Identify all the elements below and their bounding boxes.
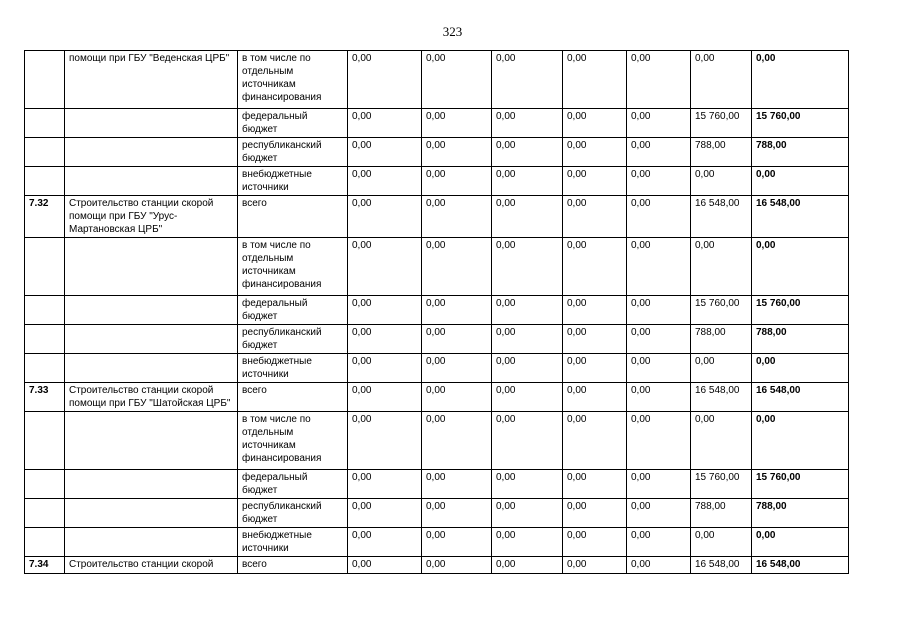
funding-source-cell: федеральный бюджет <box>238 470 348 499</box>
value-cell: 0,00 <box>563 109 627 138</box>
table-row <box>25 499 849 528</box>
value-cell: 0,00 <box>492 238 563 296</box>
item-name-cell <box>65 238 238 296</box>
value-cell: 0,00 <box>348 499 422 528</box>
item-number-cell: 7.34 <box>25 557 65 574</box>
table-row <box>25 196 849 238</box>
item-name-cell: помощи при ГБУ "Веденская ЦРБ" <box>65 51 238 109</box>
value-cell: 788,00 <box>691 499 752 528</box>
item-name-cell <box>65 325 238 354</box>
value-cell: 0,00 <box>422 238 492 296</box>
value-cell: 0,00 <box>348 354 422 383</box>
value-cell: 0,00 <box>348 412 422 470</box>
value-cell: 0,00 <box>563 238 627 296</box>
total-value-cell: 0,00 <box>752 354 849 383</box>
funding-source-cell: внебюджетные источники <box>238 167 348 196</box>
value-cell: 0,00 <box>563 354 627 383</box>
value-cell: 0,00 <box>563 383 627 412</box>
value-cell: 0,00 <box>492 412 563 470</box>
total-value-cell: 15 760,00 <box>752 296 849 325</box>
funding-source-cell: федеральный бюджет <box>238 296 348 325</box>
value-cell: 15 760,00 <box>691 296 752 325</box>
funding-source-cell: всего <box>238 557 348 574</box>
item-number-cell <box>25 499 65 528</box>
value-cell: 0,00 <box>563 557 627 574</box>
value-cell: 0,00 <box>627 499 691 528</box>
value-cell: 0,00 <box>492 296 563 325</box>
value-cell: 0,00 <box>492 557 563 574</box>
value-cell: 0,00 <box>627 238 691 296</box>
item-name-cell <box>65 109 238 138</box>
value-cell: 0,00 <box>691 528 752 557</box>
table-row <box>25 296 849 325</box>
value-cell: 0,00 <box>691 238 752 296</box>
item-name-cell <box>65 138 238 167</box>
funding-source-cell: республиканский бюджет <box>238 325 348 354</box>
value-cell: 0,00 <box>422 138 492 167</box>
item-number-cell <box>25 354 65 383</box>
value-cell: 0,00 <box>627 138 691 167</box>
value-cell: 0,00 <box>422 383 492 412</box>
value-cell: 0,00 <box>422 499 492 528</box>
page-number: 323 <box>442 24 463 39</box>
value-cell: 0,00 <box>627 470 691 499</box>
table-row <box>25 412 849 470</box>
value-cell: 0,00 <box>348 528 422 557</box>
value-cell: 0,00 <box>422 51 492 109</box>
value-cell: 0,00 <box>627 383 691 412</box>
table-row <box>25 528 849 557</box>
value-cell: 0,00 <box>348 167 422 196</box>
value-cell: 0,00 <box>422 412 492 470</box>
value-cell: 0,00 <box>422 557 492 574</box>
value-cell: 0,00 <box>563 528 627 557</box>
table-row <box>25 238 849 296</box>
value-cell: 0,00 <box>492 383 563 412</box>
item-number-cell <box>25 412 65 470</box>
value-cell: 0,00 <box>492 109 563 138</box>
total-value-cell: 16 548,00 <box>752 383 849 412</box>
funding-source-cell: республиканский бюджет <box>238 138 348 167</box>
item-number-cell <box>25 238 65 296</box>
total-value-cell: 15 760,00 <box>752 470 849 499</box>
item-name-cell <box>65 167 238 196</box>
item-name-cell <box>65 354 238 383</box>
funding-source-cell: всего <box>238 383 348 412</box>
value-cell: 0,00 <box>627 196 691 238</box>
total-value-cell: 0,00 <box>752 412 849 470</box>
value-cell: 0,00 <box>348 51 422 109</box>
value-cell: 0,00 <box>348 296 422 325</box>
value-cell: 0,00 <box>348 138 422 167</box>
value-cell: 0,00 <box>422 325 492 354</box>
value-cell: 0,00 <box>563 499 627 528</box>
value-cell: 0,00 <box>348 196 422 238</box>
item-number-cell <box>25 470 65 499</box>
value-cell: 0,00 <box>492 325 563 354</box>
funding-source-cell: в том числе по отдельным источникам финансирования <box>238 51 348 109</box>
table-row <box>25 383 849 412</box>
value-cell: 0,00 <box>422 528 492 557</box>
funding-source-cell: в том числе по отдельным источникам финансирования <box>238 238 348 296</box>
value-cell: 0,00 <box>422 196 492 238</box>
value-cell: 0,00 <box>492 51 563 109</box>
value-cell: 0,00 <box>627 296 691 325</box>
value-cell: 0,00 <box>492 196 563 238</box>
value-cell: 0,00 <box>563 167 627 196</box>
item-name-cell <box>65 296 238 325</box>
table-row <box>25 138 849 167</box>
item-number-cell <box>25 528 65 557</box>
funding-source-cell: федеральный бюджет <box>238 109 348 138</box>
total-value-cell: 15 760,00 <box>752 109 849 138</box>
item-name-cell <box>65 499 238 528</box>
funding-source-cell: всего <box>238 196 348 238</box>
item-name-cell: Строительство станции скорой помощи при ГБУ "Шатойская ЦРБ" <box>65 383 238 412</box>
value-cell: 0,00 <box>627 51 691 109</box>
item-number-cell: 7.33 <box>25 383 65 412</box>
value-cell: 16 548,00 <box>691 383 752 412</box>
table-row <box>25 354 849 383</box>
value-cell: 0,00 <box>422 470 492 499</box>
value-cell: 0,00 <box>627 412 691 470</box>
item-name-cell <box>65 528 238 557</box>
budget-table <box>24 50 849 574</box>
value-cell: 0,00 <box>348 557 422 574</box>
value-cell: 16 548,00 <box>691 196 752 238</box>
value-cell: 0,00 <box>627 557 691 574</box>
value-cell: 0,00 <box>691 167 752 196</box>
value-cell: 788,00 <box>691 138 752 167</box>
value-cell: 15 760,00 <box>691 470 752 499</box>
funding-source-cell: внебюджетные источники <box>238 354 348 383</box>
value-cell: 0,00 <box>492 470 563 499</box>
value-cell: 0,00 <box>348 383 422 412</box>
value-cell: 0,00 <box>691 354 752 383</box>
table-row <box>25 470 849 499</box>
item-number-cell <box>25 51 65 109</box>
value-cell: 0,00 <box>691 412 752 470</box>
total-value-cell: 788,00 <box>752 325 849 354</box>
funding-source-cell: внебюджетные источники <box>238 528 348 557</box>
value-cell: 0,00 <box>492 167 563 196</box>
item-number-cell <box>25 296 65 325</box>
value-cell: 0,00 <box>348 109 422 138</box>
item-name-cell <box>65 470 238 499</box>
total-value-cell: 0,00 <box>752 51 849 109</box>
value-cell: 0,00 <box>348 238 422 296</box>
value-cell: 0,00 <box>563 196 627 238</box>
table-row <box>25 557 849 574</box>
table-body <box>25 51 849 574</box>
value-cell: 0,00 <box>627 354 691 383</box>
item-number-cell <box>25 325 65 354</box>
value-cell: 0,00 <box>348 470 422 499</box>
table-row <box>25 325 849 354</box>
funding-source-cell: в том числе по отдельным источникам финансирования <box>238 412 348 470</box>
value-cell: 788,00 <box>691 325 752 354</box>
value-cell: 0,00 <box>492 528 563 557</box>
funding-source-cell: республиканский бюджет <box>238 499 348 528</box>
value-cell: 0,00 <box>563 138 627 167</box>
value-cell: 0,00 <box>627 167 691 196</box>
item-number-cell <box>25 167 65 196</box>
item-name-cell: Строительство станции скорой <box>65 557 238 574</box>
value-cell: 0,00 <box>691 51 752 109</box>
total-value-cell: 16 548,00 <box>752 196 849 238</box>
value-cell: 0,00 <box>563 51 627 109</box>
total-value-cell: 0,00 <box>752 528 849 557</box>
total-value-cell: 0,00 <box>752 167 849 196</box>
table-row <box>25 167 849 196</box>
item-number-cell <box>25 109 65 138</box>
item-name-cell: Строительство станции скорой помощи при ГБУ "Урус-Мартановская ЦРБ" <box>65 196 238 238</box>
table-row <box>25 109 849 138</box>
total-value-cell: 0,00 <box>752 238 849 296</box>
value-cell: 15 760,00 <box>691 109 752 138</box>
table-row <box>25 51 849 109</box>
total-value-cell: 788,00 <box>752 499 849 528</box>
value-cell: 0,00 <box>422 109 492 138</box>
value-cell: 0,00 <box>492 138 563 167</box>
value-cell: 0,00 <box>563 325 627 354</box>
value-cell: 16 548,00 <box>691 557 752 574</box>
total-value-cell: 788,00 <box>752 138 849 167</box>
value-cell: 0,00 <box>563 412 627 470</box>
value-cell: 0,00 <box>422 296 492 325</box>
value-cell: 0,00 <box>422 354 492 383</box>
value-cell: 0,00 <box>563 470 627 499</box>
value-cell: 0,00 <box>563 296 627 325</box>
value-cell: 0,00 <box>627 528 691 557</box>
value-cell: 0,00 <box>492 499 563 528</box>
total-value-cell: 16 548,00 <box>752 557 849 574</box>
value-cell: 0,00 <box>627 109 691 138</box>
item-number-cell <box>25 138 65 167</box>
value-cell: 0,00 <box>422 167 492 196</box>
value-cell: 0,00 <box>492 354 563 383</box>
value-cell: 0,00 <box>627 325 691 354</box>
item-name-cell <box>65 412 238 470</box>
value-cell: 0,00 <box>348 325 422 354</box>
item-number-cell: 7.32 <box>25 196 65 238</box>
